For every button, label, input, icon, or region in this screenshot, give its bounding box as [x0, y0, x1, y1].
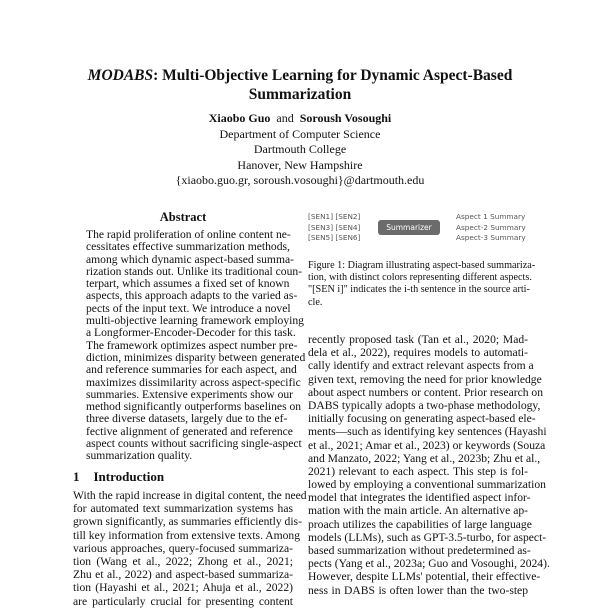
section-title: Introduction: [93, 469, 165, 484]
section-heading-introduction: [73, 469, 178, 484]
text-line: maximizes dissimilarity across aspect-specific: [86, 375, 301, 389]
college: Dartmouth College: [253, 142, 347, 156]
text-line: mation with the main article. An alternative ap-: [308, 504, 528, 518]
author-block: [40, 111, 560, 189]
text-line: and Manzato, 2022; Yang et al., 2023b; Zhu et al.,: [308, 451, 541, 465]
title-line1: : Multi-Objective Learning for Dynamic Aspect-Based: [153, 67, 513, 84]
text-line: cle.: [308, 296, 323, 308]
sentence-pair: [SEN5] [SEN6]: [308, 233, 361, 242]
text-line: et al., 2021; Amar et al., 2023) or keywords (Souza: [308, 438, 546, 452]
abstract-body: [86, 228, 306, 463]
section-number: 1: [73, 469, 80, 484]
author-1: Xiaobo Guo: [208, 111, 271, 125]
text-line: tion (Hayashi et al., 2021; Ahuja et al., 2022): [73, 581, 293, 595]
text-line: Zhu et al., 2022) and aspect-based summariza-: [73, 568, 293, 582]
sentence-pair: [SEN3] [SEN4]: [308, 222, 361, 232]
text-line: lowed by employing a conventional summarization: [308, 478, 546, 492]
text-line: cessitates effective summarization methods,: [86, 240, 290, 254]
title-acronym: MODABS: [87, 67, 154, 84]
text-line: pects of the input text. We introduce a novel: [86, 301, 291, 315]
title-line2: Summarization: [248, 86, 352, 103]
aspect-summary: Aspect 1 Summary: [456, 212, 526, 221]
aspect-summaries: [456, 212, 526, 244]
source-sentences: [308, 212, 370, 244]
aspect-summary: Aspect-3 Summary: [456, 233, 526, 242]
author-2: Soroush Vosoughi: [299, 111, 392, 125]
text-line: tion (Wang et al., 2022; Zhong et al., 2021;: [73, 554, 293, 568]
right-column-body: [308, 333, 550, 597]
text-line: among which dynamic aspect-based summa-: [86, 252, 294, 266]
figure-1-diagram: [308, 212, 548, 252]
text-line: initially focusing on generating aspect-based ele-: [308, 412, 536, 426]
text-line: aspects, this approach adapts to the varied as-: [86, 289, 298, 303]
text-line: aspect counts without sacrificing single-aspect: [86, 437, 302, 451]
figure-1-caption: [308, 260, 536, 309]
aspect-summary: Aspect-2 Summary: [456, 222, 526, 232]
text-line: multi-objective learning framework employing: [86, 314, 304, 328]
text-line: based summarization without predetermined as-: [308, 544, 531, 557]
text-line: summaries. Extensive experiments show our: [86, 387, 294, 401]
text-line: for automated text summarization systems has: [73, 502, 293, 516]
text-line: grown significantly, as summaries efficiently dis-: [73, 515, 302, 529]
email: {xiaobo.guo.gr, soroush.vosoughi}@dartmouth.edu: [175, 173, 425, 187]
text-line: With the rapid increase in digital content, the need: [73, 489, 307, 502]
text-line: However, despite LLMs' potential, their effective-: [308, 570, 541, 584]
text-line: tion, with distinct colors representing different aspects.: [308, 272, 532, 284]
text-line: model that integrates the identified aspect infor-: [308, 491, 531, 505]
introduction-body: [73, 489, 307, 608]
text-line: dela et al., 2022), requires models to automati-: [308, 346, 528, 360]
text-line: rization stands out. Unlike its traditional coun-: [86, 264, 303, 278]
summarizer-box: Summarizer: [378, 220, 440, 235]
text-line: pects (Yang et al., 2023a; Guo and Vosoughi, 2024).: [308, 557, 550, 571]
text-line: method significantly outperforms baselines on: [86, 400, 302, 414]
text-line: till key information from extensive texts. Among: [73, 528, 301, 542]
text-line: models (LLMs), such as GPT-3.5-turbo, for aspect-: [308, 530, 547, 544]
text-line: Figure 1: Diagram illustrating aspect-based summariza-: [308, 260, 536, 271]
text-line: are particularly crucial for presenting content: [73, 594, 293, 608]
sentence-pair: [SEN1] [SEN2]: [308, 212, 361, 221]
text-line: recently proposed task (Tan et al., 2020; Mad-: [308, 333, 528, 346]
paper-title: [40, 66, 560, 104]
text-line: proach utilizes the capabilities of large language: [308, 517, 532, 531]
author-and: and: [276, 111, 294, 125]
text-line: various approaches, query-focused summariza-: [73, 541, 293, 555]
text-line: terpart, which assumes a fixed set of known: [86, 277, 290, 291]
text-line: three diverse datasets, largely due to the ef-: [86, 412, 288, 426]
text-line: The framework optimizes aspect number pre-: [86, 338, 298, 352]
text-line: about aspect numbers or content. Prior research on: [308, 385, 544, 399]
text-line: DABS typically adopts a two-phase methodology,: [308, 398, 541, 412]
text-line: and reference summaries for each aspect, and: [86, 363, 297, 377]
text-line: The rapid proliferation of online content ne-: [86, 228, 291, 241]
text-line: given text, removing the need for prior knowledge: [308, 372, 542, 386]
abstract-heading: Abstract: [159, 210, 207, 224]
text-line: fective alignment of generated and reference: [86, 424, 293, 438]
text-line: a Longformer-Encoder-Decoder for this task.: [86, 326, 296, 340]
location: Hanover, New Hampshire: [237, 157, 363, 172]
text-line: "[SEN i]" indicates the i-th sentence in the source arti-: [308, 284, 530, 296]
text-line: diction, minimizes disparity between generated: [86, 350, 306, 364]
text-line: cally identify and extract relevant aspects from a: [308, 359, 534, 373]
department: Department of Computer Science: [219, 126, 381, 141]
text-line: summarization quality.: [86, 449, 193, 463]
text-line: ments—such as identifying key sentences (Hayashi: [308, 425, 547, 439]
text-line: ness in DABS is often lower than the two-step: [308, 583, 528, 597]
text-line: 2021) relevant to each aspect. This step is fol-: [308, 464, 528, 478]
